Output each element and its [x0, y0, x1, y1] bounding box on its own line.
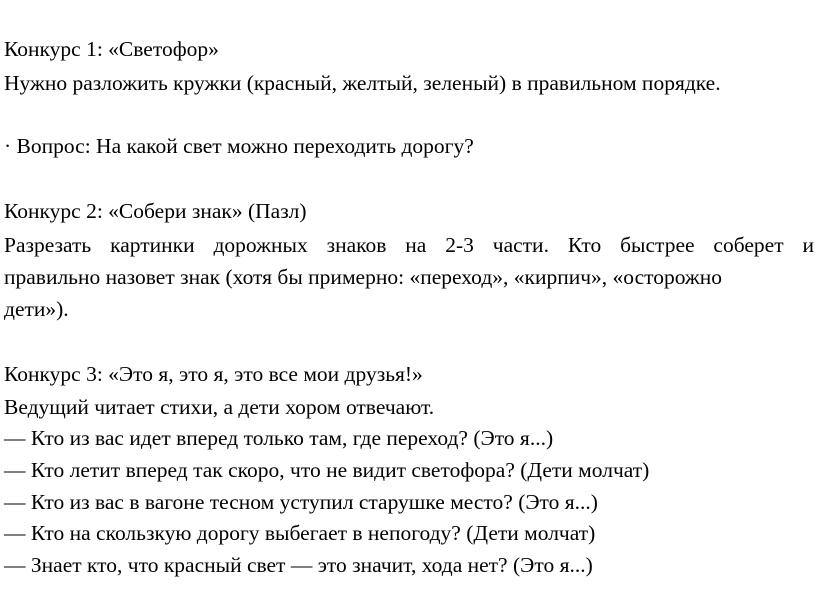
- contest1-title: Конкурс 1: «Светофор»: [4, 37, 219, 61]
- contest1-text: Нужно разложить кружки (красный, желтый, зеленый) в правильном порядке.: [4, 71, 721, 95]
- contest2-title: Конкурс 2: «Собери знак» (Пазл): [4, 199, 307, 223]
- contest3-intro: Ведущий читает стихи, а дети хором отвечают.: [4, 395, 435, 419]
- contest3-line-1: — Кто из вас идет вперед только там, где переход? (Это я...): [4, 426, 554, 450]
- contest3-line-4: — Кто на скользкую дорогу выбегает в непогоду? (Дети молчат): [4, 521, 596, 545]
- contest2-line-2: правильно назовет знак (хотя бы примерно: «переход», «кирпич», «осторожно: [4, 265, 723, 289]
- contest1-question: · Вопрос: На какой свет можно переходить дорогу?: [4, 134, 474, 158]
- contest3-line-3: — Кто из вас в вагоне тесном уступил старушке место? (Это я...): [4, 490, 598, 514]
- contest3-title: Конкурс 3: «Это я, это я, это все мои друзья!»: [4, 362, 423, 386]
- contest2-line-3: дети»).: [4, 297, 69, 321]
- contest3-line-2: — Кто летит вперед так скоро, что не видит светофора? (Дети молчат): [4, 458, 650, 482]
- contest3-line-5: — Знает кто, что красный свет — это значит, хода нет? (Это я...): [4, 553, 593, 577]
- contest2-line-1: Разрезать картинки дорожных знаков на 2-3 части. Кто быстрее соберет и: [4, 233, 814, 257]
